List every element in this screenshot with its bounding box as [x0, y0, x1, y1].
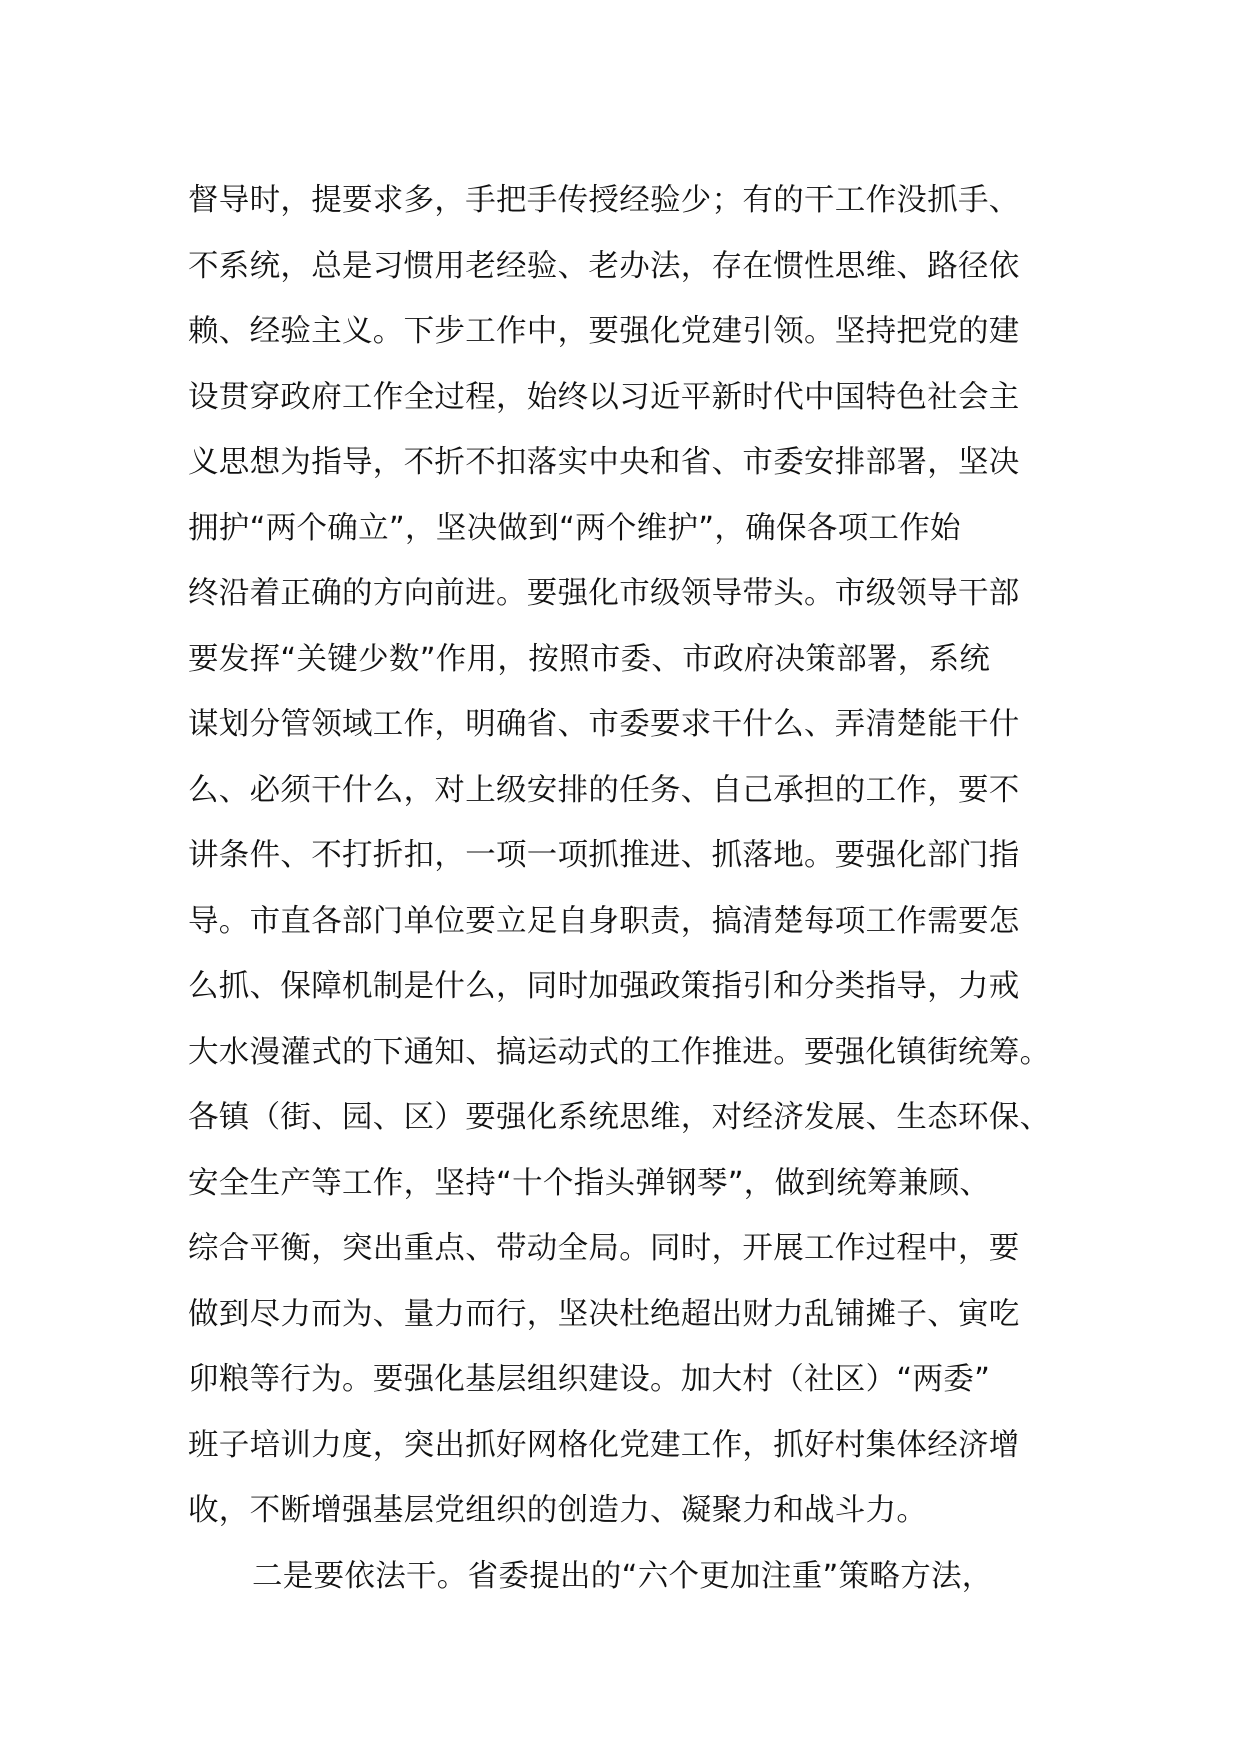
text-line: 么、必须干什么，对上级安排的任务、自己承担的工作，要不	[188, 772, 1020, 808]
text-line: 导。市直各部门单位要立足自身职责，搞清楚每项工作需要怎	[188, 903, 1020, 939]
body-text	[188, 168, 1068, 1609]
text-line: 设贯穿政府工作全过程，始终以习近平新时代中国特色社会主	[188, 379, 1020, 415]
paragraph-start-line: 二是要依法干。省委提出的“六个更加注重”策略方法，	[252, 1558, 993, 1594]
text-line: 谋划分管领域工作，明确省、市委要求干什么、弄清楚能干什	[188, 707, 1020, 742]
text-line: 收，不断增强基层党组织的创造力、凝聚力和战斗力。	[188, 1493, 928, 1528]
text-line: 赖、经验主义。下步工作中，要强化党建引领。坚持把党的建	[188, 314, 1020, 349]
text-line: 要发挥“关键少数”作用，按照市委、市政府决策部署，系统	[188, 641, 991, 677]
text-line: 义思想为指导，不折不扣落实中央和省、市委安排部署，坚决	[188, 445, 1020, 480]
text-line: 不系统，总是习惯用老经验、老办法，存在惯性思维、路径依	[188, 248, 1020, 284]
text-line: 讲条件、不打折扣，一项一项抓推进、抓落地。要强化部门指	[188, 838, 1020, 873]
text-line: 卯粮等行为。要强化基层组织建设。加大村（社区）“两委”	[188, 1362, 991, 1397]
text-line: 终沿着正确的方向前进。要强化市级领导带头。市级领导干部	[188, 576, 1020, 611]
text-line: 督导时，提要求多，手把手传授经验少；有的干工作没抓手、	[188, 183, 1020, 218]
text-line: 么抓、保障机制是什么，同时加强政策指引和分类指导，力戒	[188, 969, 1020, 1004]
text-line: 综合平衡，突出重点、带动全局。同时，开展工作过程中，要	[188, 1231, 1020, 1266]
text-line: 拥护“两个确立”，坚决做到“两个维护”，确保各项工作始	[188, 510, 961, 546]
text-line: 安全生产等工作，坚持“十个指头弹钢琴”，做到统筹兼顾、	[188, 1165, 991, 1201]
text-line: 做到尽力而为、量力而行，坚决杜绝超出财力乱铺摊子、寅吃	[188, 1296, 1020, 1332]
text-line: 各镇（街、园、区）要强化系统思维，对经济发展、生态环保、	[188, 1100, 1051, 1135]
text-line: 大水漫灌式的下通知、搞运动式的工作推进。要强化镇街统筹。	[188, 1034, 1051, 1070]
text-line: 班子培训力度，突出抓好网格化党建工作，抓好村集体经济增	[188, 1427, 1020, 1463]
